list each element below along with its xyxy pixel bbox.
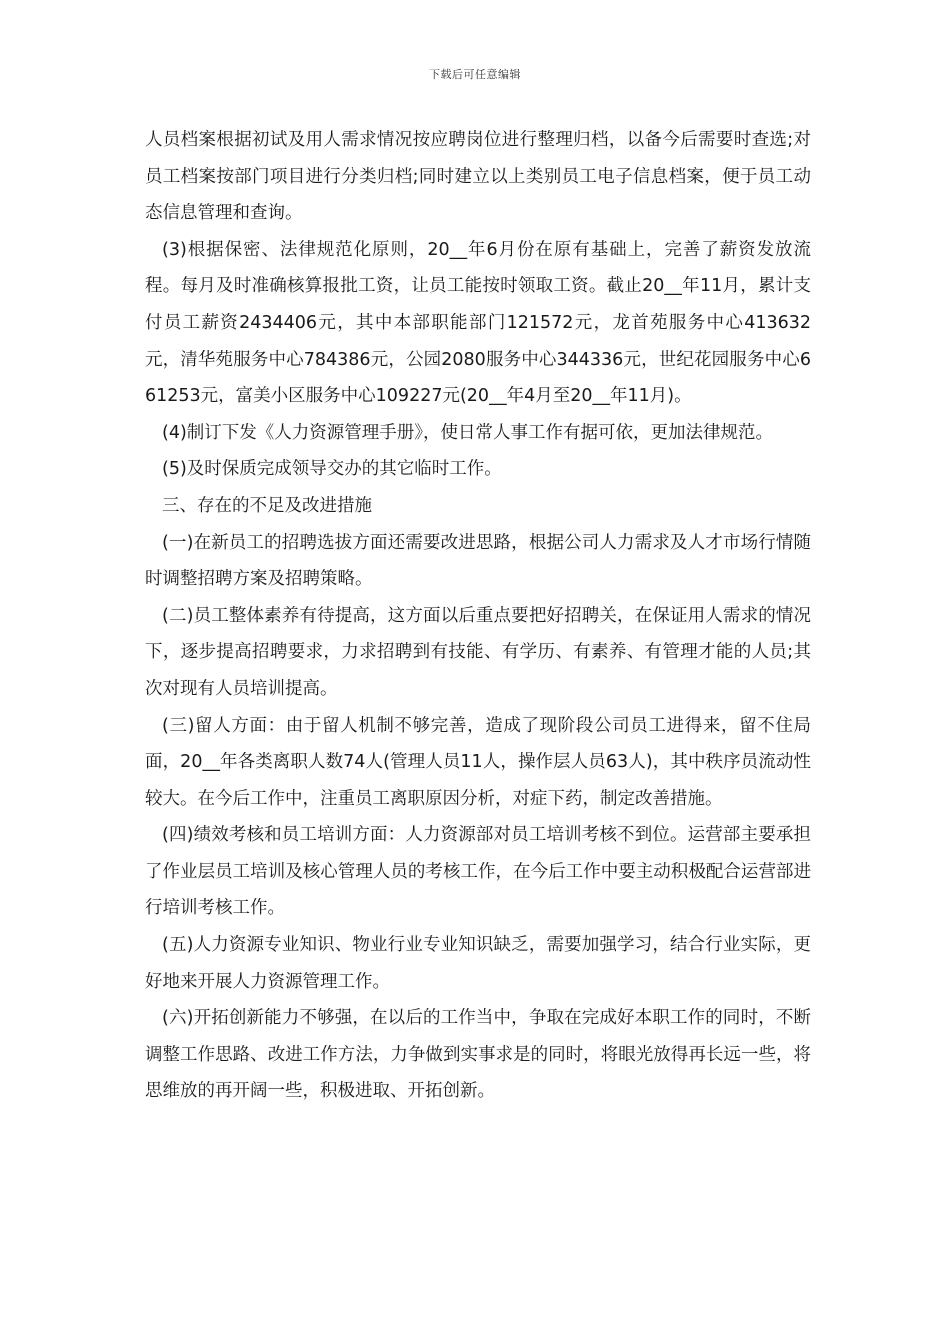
paragraph-retention: (三)留人方面：由于留人机制不够完善，造成了现阶段公司员工进得来，留不住局面，20__年各类离职人数74人(管理人员11人，操作层人员63人)，其中秩序员流动性较大。在今后工作中，注重员工离职原因分析，对症下药，制定改善措施。 (145, 715, 811, 809)
paragraph-hr-manual: (4)制订下发《人力资源管理手册》，使日常人事工作有据可依，更加法律规范。 (162, 422, 774, 443)
paragraph-recruitment: (一)在新员工的招聘选拔方面还需要改进思路，根据公司人力需求及人才市场行情随时调整招聘方案及招聘策略。 (145, 532, 811, 590)
paragraph-salary-process: (3)根据保密、法律规范化原则，20__年6月份在原有基础上，完善了薪资发放流程。每月及时准确核算报批工资，让员工能按时领取工资。截止20__年11月，累计支付员工薪资2434406元，其中本部职能部门121572元，龙首苑服务中心413632元，清华苑服务中心784386元，公园2080服务中心344336元，世纪花园服务中心661253元，富美小区服务中心109227元(20__年4月至20__年11月)。 (145, 239, 811, 407)
paragraph-professional-knowledge: (五)人力资源专业知识、物业行业专业知识缺乏，需要加强学习，结合行业实际，更好地来开展人力资源管理工作。 (145, 935, 811, 992)
paragraph-staff-quality: (二)员工整体素养有待提高，这方面以后重点要把好招聘关，在保证用人需求的情况下，逐步提高招聘要求，力求招聘到有技能、有学历、有素养、有管理才能的人员;其次对现有人员培训提高。 (145, 605, 811, 699)
paragraph-performance-training: (四)绩效考核和员工培训方面：人力资源部对员工培训考核不到位。运营部主要承担了作业层员工培训及核心管理人员的考核工作，在今后工作中要主动积极配合运营部进行培训考核工作。 (145, 825, 811, 919)
paragraph-temporary-tasks: (5)及时保质完成领导交办的其它临时工作。 (162, 459, 502, 480)
document-body (145, 122, 811, 1110)
paragraph-innovation: (六)开拓创新能力不够强，在以后的工作当中，争取在完成好本职工作的同时，不断调整工作思路、改进工作方法，力争做到实事求是的同时，将眼光放得再长远一些，将思维放的再开阔一些，积极进取、开拓创新。 (145, 1008, 811, 1102)
page-header: 下载后可任意编辑 (429, 68, 521, 81)
paragraph-archive-management: 人员档案根据初试及用人需求情况按应聘岗位进行整理归档，以备今后需要时查选;对员工档案按部门项目进行分类归档;同时建立以上类别员工电子信息档案，便于员工动态信息管理和查询。 (145, 130, 811, 224)
section-heading-shortcomings: 三、存在的不足及改进措施 (162, 495, 372, 516)
